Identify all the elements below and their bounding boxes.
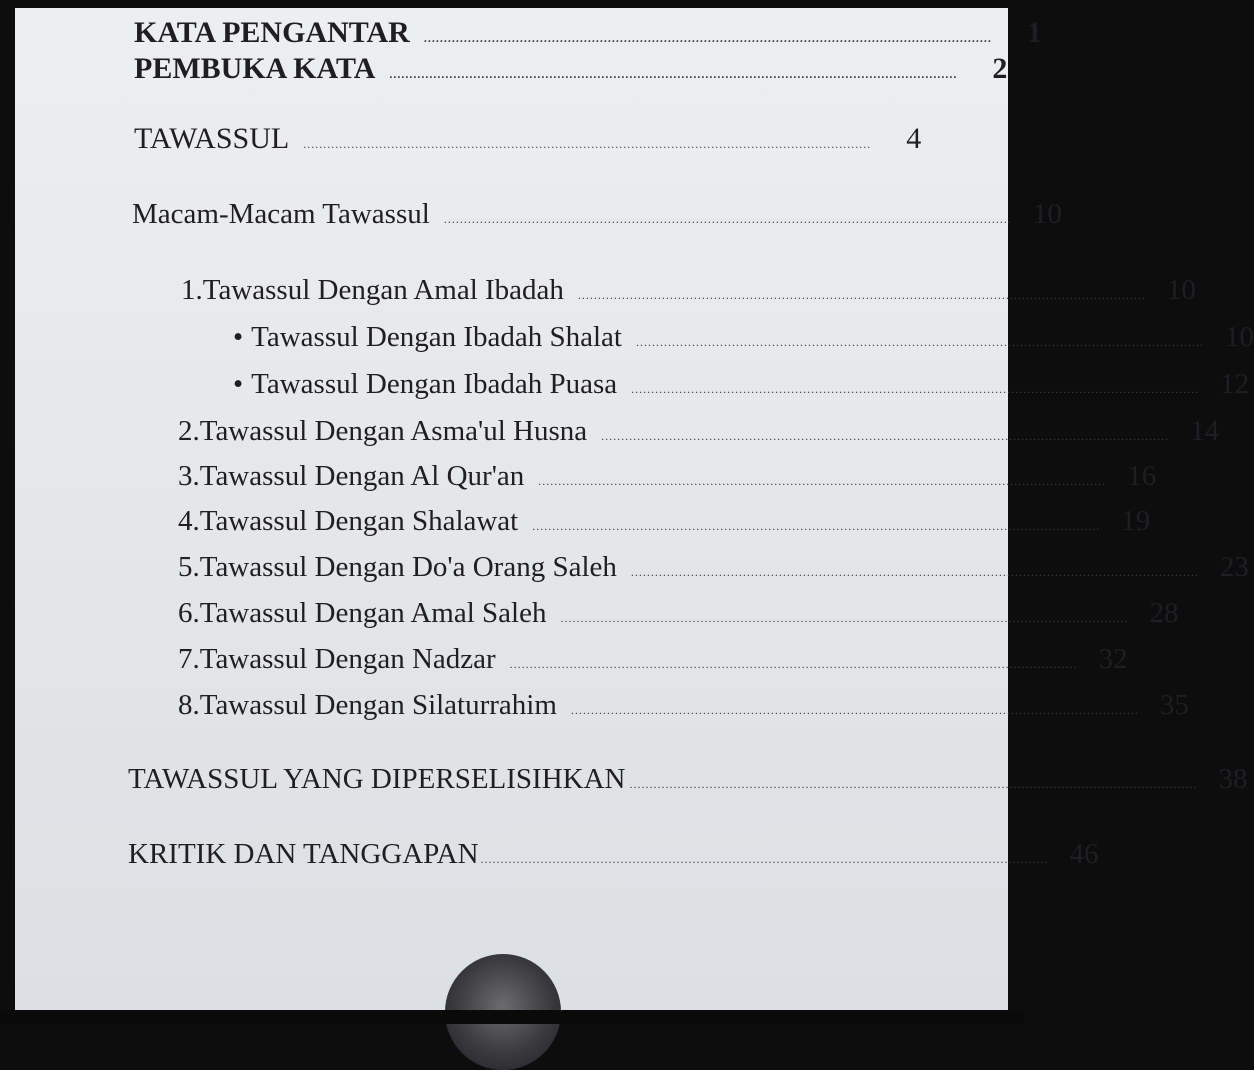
toc-entry xyxy=(178,460,1157,493)
toc-entry xyxy=(178,597,1179,630)
toc-entry-title: 7.Tawassul Dengan Nadzar xyxy=(178,643,496,675)
toc-entry-page: 14 xyxy=(1190,415,1220,447)
toc-entry xyxy=(134,122,922,156)
toc-entry-page: 16 xyxy=(1127,460,1157,492)
toc-entry-title: 2.Tawassul Dengan Asma'ul Husna xyxy=(178,415,588,447)
toc-entry-page: 10 xyxy=(1032,198,1062,230)
dot-leader: .............................................................................................................................................. xyxy=(532,519,1101,533)
toc-entry-page: 46 xyxy=(1069,838,1099,870)
toc-entry-title: TAWASSUL xyxy=(134,122,290,155)
toc-entry xyxy=(233,321,1254,354)
toc-entry xyxy=(178,505,1151,538)
toc-entry xyxy=(178,643,1128,676)
toc-entry-page: 2 xyxy=(992,52,1008,85)
document-page xyxy=(15,8,1254,1010)
toc-entry xyxy=(134,16,1042,50)
toc-entry-title: Macam-Macam Tawassul xyxy=(132,198,430,230)
toc-entry-title: KRITIK DAN TANGGAPAN xyxy=(128,838,479,870)
toc-entry xyxy=(134,52,1008,86)
toc-entry-page: 12 xyxy=(1220,368,1250,400)
toc-entry-page: 35 xyxy=(1159,689,1189,721)
toc-entry-page: 4 xyxy=(906,122,922,155)
toc-entry-title: KATA PENGANTAR xyxy=(134,16,410,49)
dot-leader: .............................................................................................................................................. xyxy=(560,611,1129,625)
bottom-frame xyxy=(0,1010,1024,1024)
toc-entry-title: 1.Tawassul Dengan Amal Ibadah xyxy=(181,274,564,306)
dot-leader: .............................................................................................................................................. xyxy=(443,212,1012,226)
toc-entry-page: 28 xyxy=(1149,597,1179,629)
toc-entry-title: PEMBUKA KATA xyxy=(134,52,376,85)
toc-entry xyxy=(128,763,1248,796)
bullet-icon: • xyxy=(233,368,244,400)
toc-entry xyxy=(128,838,1099,871)
toc-entry-page: 32 xyxy=(1098,643,1128,675)
toc-entry xyxy=(233,368,1250,401)
dot-leader: .............................................................................................................................................. xyxy=(570,703,1139,717)
dot-leader: .............................................................................................................................................. xyxy=(631,382,1200,396)
toc-entry-title: TAWASSUL YANG DIPERSELISIHKAN xyxy=(128,763,626,795)
toc-entry-title: 6.Tawassul Dengan Amal Saleh xyxy=(178,597,547,629)
dot-leader: .............................................................................................................................................. xyxy=(601,429,1170,443)
toc-entry-title: 8.Tawassul Dengan Silaturrahim xyxy=(178,689,557,721)
dot-leader: .............................................................................................................................................. xyxy=(509,657,1078,671)
toc-entry xyxy=(181,274,1196,307)
toc-entry-page: 19 xyxy=(1121,505,1151,537)
toc-entry xyxy=(178,415,1220,448)
toc-entry xyxy=(178,689,1189,722)
dot-leader: .............................................................................................................................................. xyxy=(303,137,872,151)
toc-entry-page: 10 xyxy=(1166,274,1196,306)
toc-entry-title: Tawassul Dengan Ibadah Shalat xyxy=(251,321,622,353)
toc-entry-page: 23 xyxy=(1219,551,1249,583)
dot-leader: .............................................................................................................................................. xyxy=(629,777,1198,791)
dot-leader: .............................................................................................................................................. xyxy=(389,67,958,81)
toc-entry-title: Tawassul Dengan Ibadah Puasa xyxy=(251,368,618,400)
toc-entry-title: 3.Tawassul Dengan Al Qur'an xyxy=(178,460,525,492)
toc-entry-title: 5.Tawassul Dengan Do'a Orang Saleh xyxy=(178,551,617,583)
toc-entry xyxy=(178,551,1249,584)
dot-leader: .............................................................................................................................................. xyxy=(577,288,1146,302)
dot-leader: .............................................................................................................................................. xyxy=(635,335,1204,349)
dot-leader: .............................................................................................................................................. xyxy=(630,565,1199,579)
dot-leader: .............................................................................................................................................. xyxy=(480,852,1049,866)
toc-entry xyxy=(132,198,1062,231)
toc-entry-page: 1 xyxy=(1026,16,1042,49)
dot-leader: .............................................................................................................................................. xyxy=(538,474,1107,488)
toc-entry-page: 10 xyxy=(1224,321,1254,353)
bullet-icon: • xyxy=(233,321,244,353)
toc-entry-title: 4.Tawassul Dengan Shalawat xyxy=(178,505,519,537)
toc-entry-page: 38 xyxy=(1218,763,1248,795)
dot-leader: .............................................................................................................................................. xyxy=(423,31,992,45)
